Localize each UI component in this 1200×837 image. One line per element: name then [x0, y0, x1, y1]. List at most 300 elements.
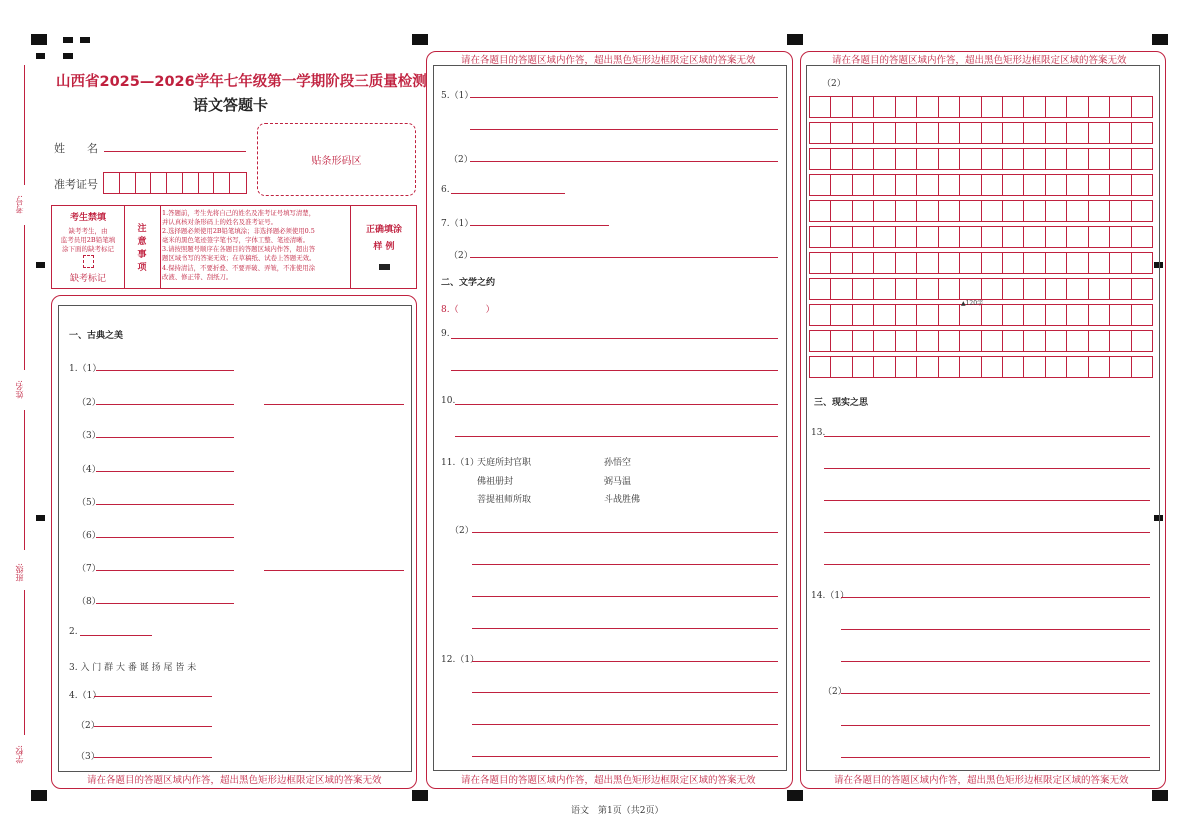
grid-cell[interactable]	[853, 305, 874, 326]
grid-cell[interactable]	[1046, 97, 1067, 118]
q1-4: （4）	[77, 465, 101, 475]
answer-line[interactable]	[470, 225, 609, 226]
grid-cell[interactable]	[1110, 227, 1131, 248]
grid-cell[interactable]	[1132, 331, 1153, 352]
grid-cell[interactable]	[960, 227, 981, 248]
answer-line[interactable]	[472, 564, 778, 565]
grid-cell[interactable]	[853, 357, 874, 378]
grid-cell[interactable]	[1024, 279, 1045, 300]
grid-cell[interactable]	[1003, 331, 1024, 352]
grid-cell[interactable]	[1003, 97, 1024, 118]
q11-item: 弼马温	[604, 477, 632, 487]
q14-2: （2）	[823, 687, 847, 697]
grid-cell[interactable]	[1046, 201, 1067, 222]
registration-mark	[80, 37, 90, 43]
answer-line[interactable]	[841, 629, 1150, 630]
answer-line[interactable]	[824, 564, 1150, 565]
registration-mark	[63, 53, 73, 59]
q4-1: 4.（1）	[69, 691, 102, 701]
answer-line[interactable]	[96, 537, 234, 538]
grid-row[interactable]	[809, 252, 1153, 274]
grid-cell[interactable]	[874, 175, 895, 196]
binding-line	[24, 410, 25, 550]
q2: 2.	[69, 627, 78, 637]
grid-cell[interactable]	[917, 175, 938, 196]
grid-cell[interactable]	[1067, 97, 1088, 118]
answer-box-3	[806, 65, 1160, 771]
answer-line[interactable]	[264, 570, 404, 571]
grid-cell[interactable]	[1110, 253, 1131, 274]
q1-7: （7）	[77, 564, 101, 574]
warning-text: 请在各题目的答题区域内作答，超出黑色矩形边框限定区域的答案无效	[87, 775, 382, 786]
grid-cell[interactable]	[853, 331, 874, 352]
section-title: 二、文学之约	[441, 278, 496, 288]
q11-item: 天庭所封官职	[477, 458, 532, 468]
q1-2: （2）	[77, 398, 101, 408]
grid-cell[interactable]	[896, 175, 917, 196]
grid-cell[interactable]	[1089, 357, 1110, 378]
grid-cell[interactable]	[1067, 201, 1088, 222]
answer-line[interactable]	[470, 257, 778, 258]
grid-cell[interactable]	[1089, 123, 1110, 144]
grid-cell[interactable]	[917, 331, 938, 352]
grid-cell[interactable]	[853, 253, 874, 274]
q-part-2: （2）	[822, 79, 846, 89]
grid-cell[interactable]	[874, 331, 895, 352]
grid-cell[interactable]	[917, 357, 938, 378]
answer-line[interactable]	[96, 570, 234, 571]
grid-cell[interactable]	[1046, 331, 1067, 352]
grid-cell[interactable]	[1132, 201, 1153, 222]
grid-cell[interactable]	[960, 253, 981, 274]
grid-cell[interactable]	[831, 201, 852, 222]
grid-cell[interactable]	[896, 149, 917, 170]
q11-item: 斗战胜佛	[604, 495, 641, 505]
grid-cell[interactable]	[960, 279, 981, 300]
q4-2: （2）	[76, 721, 100, 731]
grid-cell[interactable]	[960, 175, 981, 196]
grid-cell[interactable]	[1089, 305, 1110, 326]
q1-6: （6）	[77, 531, 101, 541]
grid-cell[interactable]	[917, 123, 938, 144]
grid-cell[interactable]	[982, 305, 1003, 326]
grid-row[interactable]	[809, 356, 1153, 378]
registration-mark	[31, 790, 47, 801]
grid-cell[interactable]	[810, 253, 831, 274]
grid-cell[interactable]	[960, 331, 981, 352]
q1-8: （8）	[77, 597, 101, 607]
grid-cell[interactable]	[917, 305, 938, 326]
grid-cell[interactable]	[982, 331, 1003, 352]
grid-cell[interactable]	[896, 201, 917, 222]
grid-cell[interactable]	[831, 305, 852, 326]
grid-cell[interactable]	[874, 201, 895, 222]
grid-cell[interactable]	[1067, 357, 1088, 378]
grid-cell[interactable]	[1110, 175, 1131, 196]
grid-cell[interactable]	[1110, 97, 1131, 118]
grid-cell[interactable]	[1089, 253, 1110, 274]
answer-line[interactable]	[841, 757, 1150, 758]
grid-row[interactable]	[809, 200, 1153, 222]
answer-line[interactable]	[455, 404, 778, 405]
grid-cell[interactable]	[1067, 123, 1088, 144]
grid-cell[interactable]	[831, 331, 852, 352]
q8: 8.（ ）	[441, 305, 495, 315]
grid-cell[interactable]	[960, 201, 981, 222]
q10: 10.	[441, 396, 456, 406]
grid-cell[interactable]	[982, 97, 1003, 118]
grid-cell[interactable]	[1067, 279, 1088, 300]
grid-cell[interactable]	[831, 357, 852, 378]
q3: 3. 入 门 群 大 番 诞 扬 尾 皆 未	[69, 663, 197, 673]
grid-cell[interactable]	[831, 227, 852, 248]
grid-cell[interactable]	[1024, 227, 1045, 248]
registration-mark	[412, 34, 428, 45]
q14-1: 14.（1）	[811, 591, 850, 601]
grid-cell[interactable]	[831, 97, 852, 118]
grid-cell[interactable]	[960, 123, 981, 144]
grid-cell[interactable]	[853, 149, 874, 170]
q12-1: 12.（1）	[441, 655, 480, 665]
grid-cell[interactable]	[1046, 253, 1067, 274]
grid-row[interactable]	[809, 174, 1153, 196]
q5-2: （2）	[449, 155, 473, 165]
answer-line[interactable]	[455, 436, 778, 437]
grid-cell[interactable]	[917, 253, 938, 274]
grid-cell[interactable]	[1046, 357, 1067, 378]
grid-row[interactable]	[809, 96, 1153, 118]
grid-cell[interactable]	[1024, 331, 1045, 352]
grid-cell[interactable]	[982, 175, 1003, 196]
id-boxes[interactable]	[103, 172, 247, 194]
grid-cell[interactable]	[1003, 123, 1024, 144]
q7-2: （2）	[449, 251, 473, 261]
grid-cell[interactable]	[1003, 227, 1024, 248]
grid-cell[interactable]	[1110, 201, 1131, 222]
grid-cell[interactable]	[939, 175, 960, 196]
grid-cell[interactable]	[982, 253, 1003, 274]
answer-line[interactable]	[824, 436, 1150, 437]
grid-cell[interactable]	[939, 201, 960, 222]
grid-cell[interactable]	[896, 331, 917, 352]
grid-cell[interactable]	[831, 123, 852, 144]
grid-cell[interactable]	[1046, 227, 1067, 248]
absent-checkbox[interactable]	[83, 255, 94, 268]
grid-cell[interactable]	[1046, 305, 1067, 326]
grid-cell[interactable]	[1046, 123, 1067, 144]
answer-line[interactable]	[80, 635, 152, 636]
grid-cell[interactable]	[1067, 227, 1088, 248]
grid-cell[interactable]	[1089, 331, 1110, 352]
binding-line	[24, 225, 25, 370]
grid-cell[interactable]	[1024, 253, 1045, 274]
grid-cell[interactable]	[874, 279, 895, 300]
grid-row[interactable]	[809, 304, 1153, 326]
grid-cell[interactable]	[917, 149, 938, 170]
grid-cell[interactable]	[1003, 305, 1024, 326]
warning-text: 请在各题目的答题区域内作答，超出黑色矩形边框限定区域的答案无效	[461, 55, 756, 66]
answer-line[interactable]	[94, 696, 212, 697]
notes-title: 注 意 事 项	[124, 206, 161, 288]
grid-cell[interactable]	[853, 175, 874, 196]
grid-row[interactable]	[809, 330, 1153, 352]
grid-cell[interactable]	[1024, 97, 1045, 118]
grid-row[interactable]	[809, 148, 1153, 170]
answer-line[interactable]	[472, 661, 778, 662]
grid-cell[interactable]	[1089, 149, 1110, 170]
grid-cell[interactable]	[1132, 149, 1153, 170]
grid-cell[interactable]	[939, 331, 960, 352]
absent-text: 缺考考生，由	[68, 227, 108, 235]
registration-mark	[36, 53, 45, 59]
warning-text: 请在各题目的答题区域内作答，超出黑色矩形边框限定区域的答案无效	[461, 775, 756, 786]
grid-cell[interactable]	[853, 123, 874, 144]
grid-cell[interactable]	[982, 227, 1003, 248]
grid-cell[interactable]	[896, 123, 917, 144]
grid-cell[interactable]	[831, 279, 852, 300]
grid-cell[interactable]	[1067, 331, 1088, 352]
grid-cell[interactable]	[810, 227, 831, 248]
grid-cell[interactable]	[874, 123, 895, 144]
registration-mark	[63, 37, 73, 43]
notes-text: 1.答题前，考生先将自己的姓名及准考证号填写清楚， 并认真核对条形码上的姓名及准考证号。 2.选择题必须使用2B铅笔填涂；非选择题必须使用0.5 毫米的黑色笔迹签字笔书写，字体工整、笔迹清晰。 3.请按照题号顺序在各题目的答题区域内作答，超出答 题区域书写的答案无效；在草稿纸、试卷上答题无效。 4.保持清洁，不要折叠、不要弄破、弄皱，不准使用涂 改液、修正带、刮纸刀。	[162, 209, 316, 281]
answer-line[interactable]	[841, 661, 1150, 662]
grid-cell[interactable]	[831, 149, 852, 170]
grid-cell[interactable]	[896, 357, 917, 378]
answer-line[interactable]	[841, 725, 1150, 726]
answer-line[interactable]	[472, 692, 778, 693]
grid-cell[interactable]	[917, 97, 938, 118]
registration-mark	[787, 34, 803, 45]
answer-line[interactable]	[472, 532, 778, 533]
side-label-xingming: 姓名:	[15, 380, 24, 399]
grid-cell[interactable]	[939, 97, 960, 118]
filled-sample	[379, 264, 390, 270]
grid-cell[interactable]	[1003, 253, 1024, 274]
grid-cell[interactable]	[810, 305, 831, 326]
answer-line[interactable]	[94, 726, 212, 727]
grid-cell[interactable]	[1067, 175, 1088, 196]
grid-cell[interactable]	[917, 201, 938, 222]
grid-cell[interactable]	[960, 149, 981, 170]
grid-cell[interactable]	[853, 201, 874, 222]
grid-cell[interactable]	[1003, 279, 1024, 300]
grid-cell[interactable]	[982, 201, 1003, 222]
q5-1: 5.（1）	[441, 91, 474, 101]
page-title: 山西省2025—2026学年七年级第一学期阶段三质量检测	[56, 74, 427, 90]
grid-cell[interactable]	[874, 253, 895, 274]
grid-cell[interactable]	[810, 123, 831, 144]
grid-cell[interactable]	[810, 149, 831, 170]
grid-row[interactable]	[809, 278, 1153, 300]
grid-cell[interactable]	[896, 97, 917, 118]
grid-cell[interactable]	[1132, 279, 1153, 300]
grid-cell[interactable]	[1067, 149, 1088, 170]
name-field[interactable]	[104, 151, 246, 152]
grid-cell[interactable]	[1046, 279, 1067, 300]
q1-1: 1.（1）	[69, 364, 102, 374]
page-footer: 语文 第1页（共2页）	[571, 806, 664, 816]
warning-text: 请在各题目的答题区域内作答，超出黑色矩形边框限定区域的答案无效	[834, 775, 1129, 786]
grid-cell[interactable]	[939, 357, 960, 378]
answer-line[interactable]	[841, 597, 1150, 598]
answer-line[interactable]	[96, 471, 234, 472]
grid-cell[interactable]	[1132, 175, 1153, 196]
grid-cell[interactable]	[896, 253, 917, 274]
answer-line[interactable]	[451, 193, 565, 194]
side-label-kaohao: 考号:	[15, 195, 24, 214]
answer-line[interactable]	[96, 404, 234, 405]
grid-cell[interactable]	[1046, 175, 1067, 196]
grid-cell[interactable]	[1003, 175, 1024, 196]
grid-cell[interactable]	[939, 149, 960, 170]
grid-cell[interactable]	[1024, 175, 1045, 196]
grid-cell[interactable]	[1089, 279, 1110, 300]
answer-line[interactable]	[96, 603, 234, 604]
grid-cell[interactable]	[982, 123, 1003, 144]
answer-line[interactable]	[94, 757, 212, 758]
grid-cell[interactable]	[810, 201, 831, 222]
q1-3: （3）	[77, 431, 101, 441]
grid-cell[interactable]	[1089, 175, 1110, 196]
grid-cell[interactable]	[1024, 357, 1045, 378]
grid-cell[interactable]	[1110, 149, 1131, 170]
answer-line[interactable]	[470, 97, 778, 98]
answer-line[interactable]	[841, 693, 1150, 694]
grid-cell[interactable]	[1089, 97, 1110, 118]
grid-cell[interactable]	[1024, 305, 1045, 326]
grid-cell[interactable]	[896, 305, 917, 326]
binding-line	[24, 590, 25, 735]
grid-row[interactable]	[809, 122, 1153, 144]
grid-cell[interactable]	[874, 97, 895, 118]
grid-cell[interactable]	[810, 279, 831, 300]
answer-line[interactable]	[470, 129, 778, 130]
answer-box-1	[58, 305, 412, 772]
grid-cell[interactable]	[1024, 201, 1045, 222]
section-title: 三、现实之思	[814, 398, 869, 408]
q11-2: （2）	[450, 526, 474, 536]
grid-cell[interactable]	[1003, 357, 1024, 378]
grid-cell[interactable]	[874, 227, 895, 248]
grid-cell[interactable]	[853, 279, 874, 300]
q11-item: 孙悟空	[604, 458, 632, 468]
grid-cell[interactable]	[874, 357, 895, 378]
registration-mark	[1152, 34, 1168, 45]
absent-title: 考生禁填	[69, 213, 106, 223]
grid-cell[interactable]	[1046, 149, 1067, 170]
answer-line[interactable]	[824, 500, 1150, 501]
grid-cell[interactable]	[1110, 123, 1131, 144]
answer-line[interactable]	[824, 532, 1150, 533]
q13: 13.	[811, 428, 826, 438]
answer-line[interactable]	[472, 724, 778, 725]
grid-cell[interactable]	[831, 253, 852, 274]
grid-cell[interactable]	[982, 149, 1003, 170]
grid-cell[interactable]	[1110, 305, 1131, 326]
name-label: 姓 名	[54, 142, 98, 155]
q11-item: 佛祖册封	[477, 477, 514, 487]
grid-cell[interactable]	[939, 123, 960, 144]
absent-text: 监考员用2B铅笔填	[60, 236, 116, 244]
grid-cell[interactable]	[1024, 149, 1045, 170]
grid-cell[interactable]	[874, 305, 895, 326]
grid-cell[interactable]	[939, 279, 960, 300]
grid-cell[interactable]	[874, 149, 895, 170]
grid-cell[interactable]	[1110, 357, 1131, 378]
answer-line[interactable]	[96, 437, 234, 438]
answer-line[interactable]	[96, 504, 234, 505]
grid-cell[interactable]	[1110, 331, 1131, 352]
grid-cell[interactable]	[1132, 357, 1153, 378]
grid-cell[interactable]	[917, 227, 938, 248]
q6: 6.	[441, 185, 450, 195]
answer-line[interactable]	[470, 161, 778, 162]
answer-line[interactable]	[96, 370, 234, 371]
side-label-xuexiao: 学校:	[15, 745, 24, 764]
grid-cell[interactable]	[810, 175, 831, 196]
grid-cell[interactable]	[960, 305, 981, 326]
grid-cell[interactable]	[1003, 149, 1024, 170]
absent-text: 涂下面的缺考标记	[62, 245, 114, 253]
grid-cell[interactable]	[1089, 227, 1110, 248]
grid-cell[interactable]	[896, 227, 917, 248]
grid-cell[interactable]	[896, 279, 917, 300]
grid-cell[interactable]	[1132, 123, 1153, 144]
grid-cell[interactable]	[810, 97, 831, 118]
grid-row[interactable]	[809, 226, 1153, 248]
grid-cell[interactable]	[1024, 123, 1045, 144]
grid-cell[interactable]	[939, 253, 960, 274]
id-label: 准考证号	[54, 178, 98, 191]
grid-cell[interactable]	[917, 279, 938, 300]
grid-cell[interactable]	[1132, 253, 1153, 274]
grid-cell[interactable]	[1067, 305, 1088, 326]
q9: 9.	[441, 329, 450, 339]
answer-line[interactable]	[451, 338, 778, 339]
grid-cell[interactable]	[1132, 97, 1153, 118]
answer-line[interactable]	[264, 404, 404, 405]
answer-line[interactable]	[472, 628, 778, 629]
grid-cell[interactable]	[1089, 201, 1110, 222]
grid-cell[interactable]	[1110, 279, 1131, 300]
q1-5: （5）	[77, 498, 101, 508]
grid-cell[interactable]	[982, 279, 1003, 300]
registration-mark	[787, 790, 803, 801]
answer-line[interactable]	[451, 370, 778, 371]
grid-cell[interactable]	[853, 97, 874, 118]
grid-cell[interactable]	[853, 227, 874, 248]
grid-cell[interactable]	[1132, 227, 1153, 248]
grid-cell[interactable]	[982, 357, 1003, 378]
grid-cell[interactable]	[810, 331, 831, 352]
grid-cell[interactable]	[810, 357, 831, 378]
answer-line[interactable]	[824, 468, 1150, 469]
registration-mark	[412, 790, 428, 801]
answer-line[interactable]	[472, 596, 778, 597]
grid-cell[interactable]	[1003, 201, 1024, 222]
grid-cell[interactable]	[960, 357, 981, 378]
answer-line[interactable]	[472, 756, 778, 757]
grid-cell[interactable]	[960, 97, 981, 118]
grid-cell[interactable]	[1067, 253, 1088, 274]
q4-3: （3）	[76, 752, 100, 762]
grid-cell[interactable]	[1132, 305, 1153, 326]
grid-cell[interactable]	[939, 227, 960, 248]
absent-cell	[52, 206, 125, 288]
grid-cell[interactable]	[831, 175, 852, 196]
grid-cell[interactable]	[939, 305, 960, 326]
